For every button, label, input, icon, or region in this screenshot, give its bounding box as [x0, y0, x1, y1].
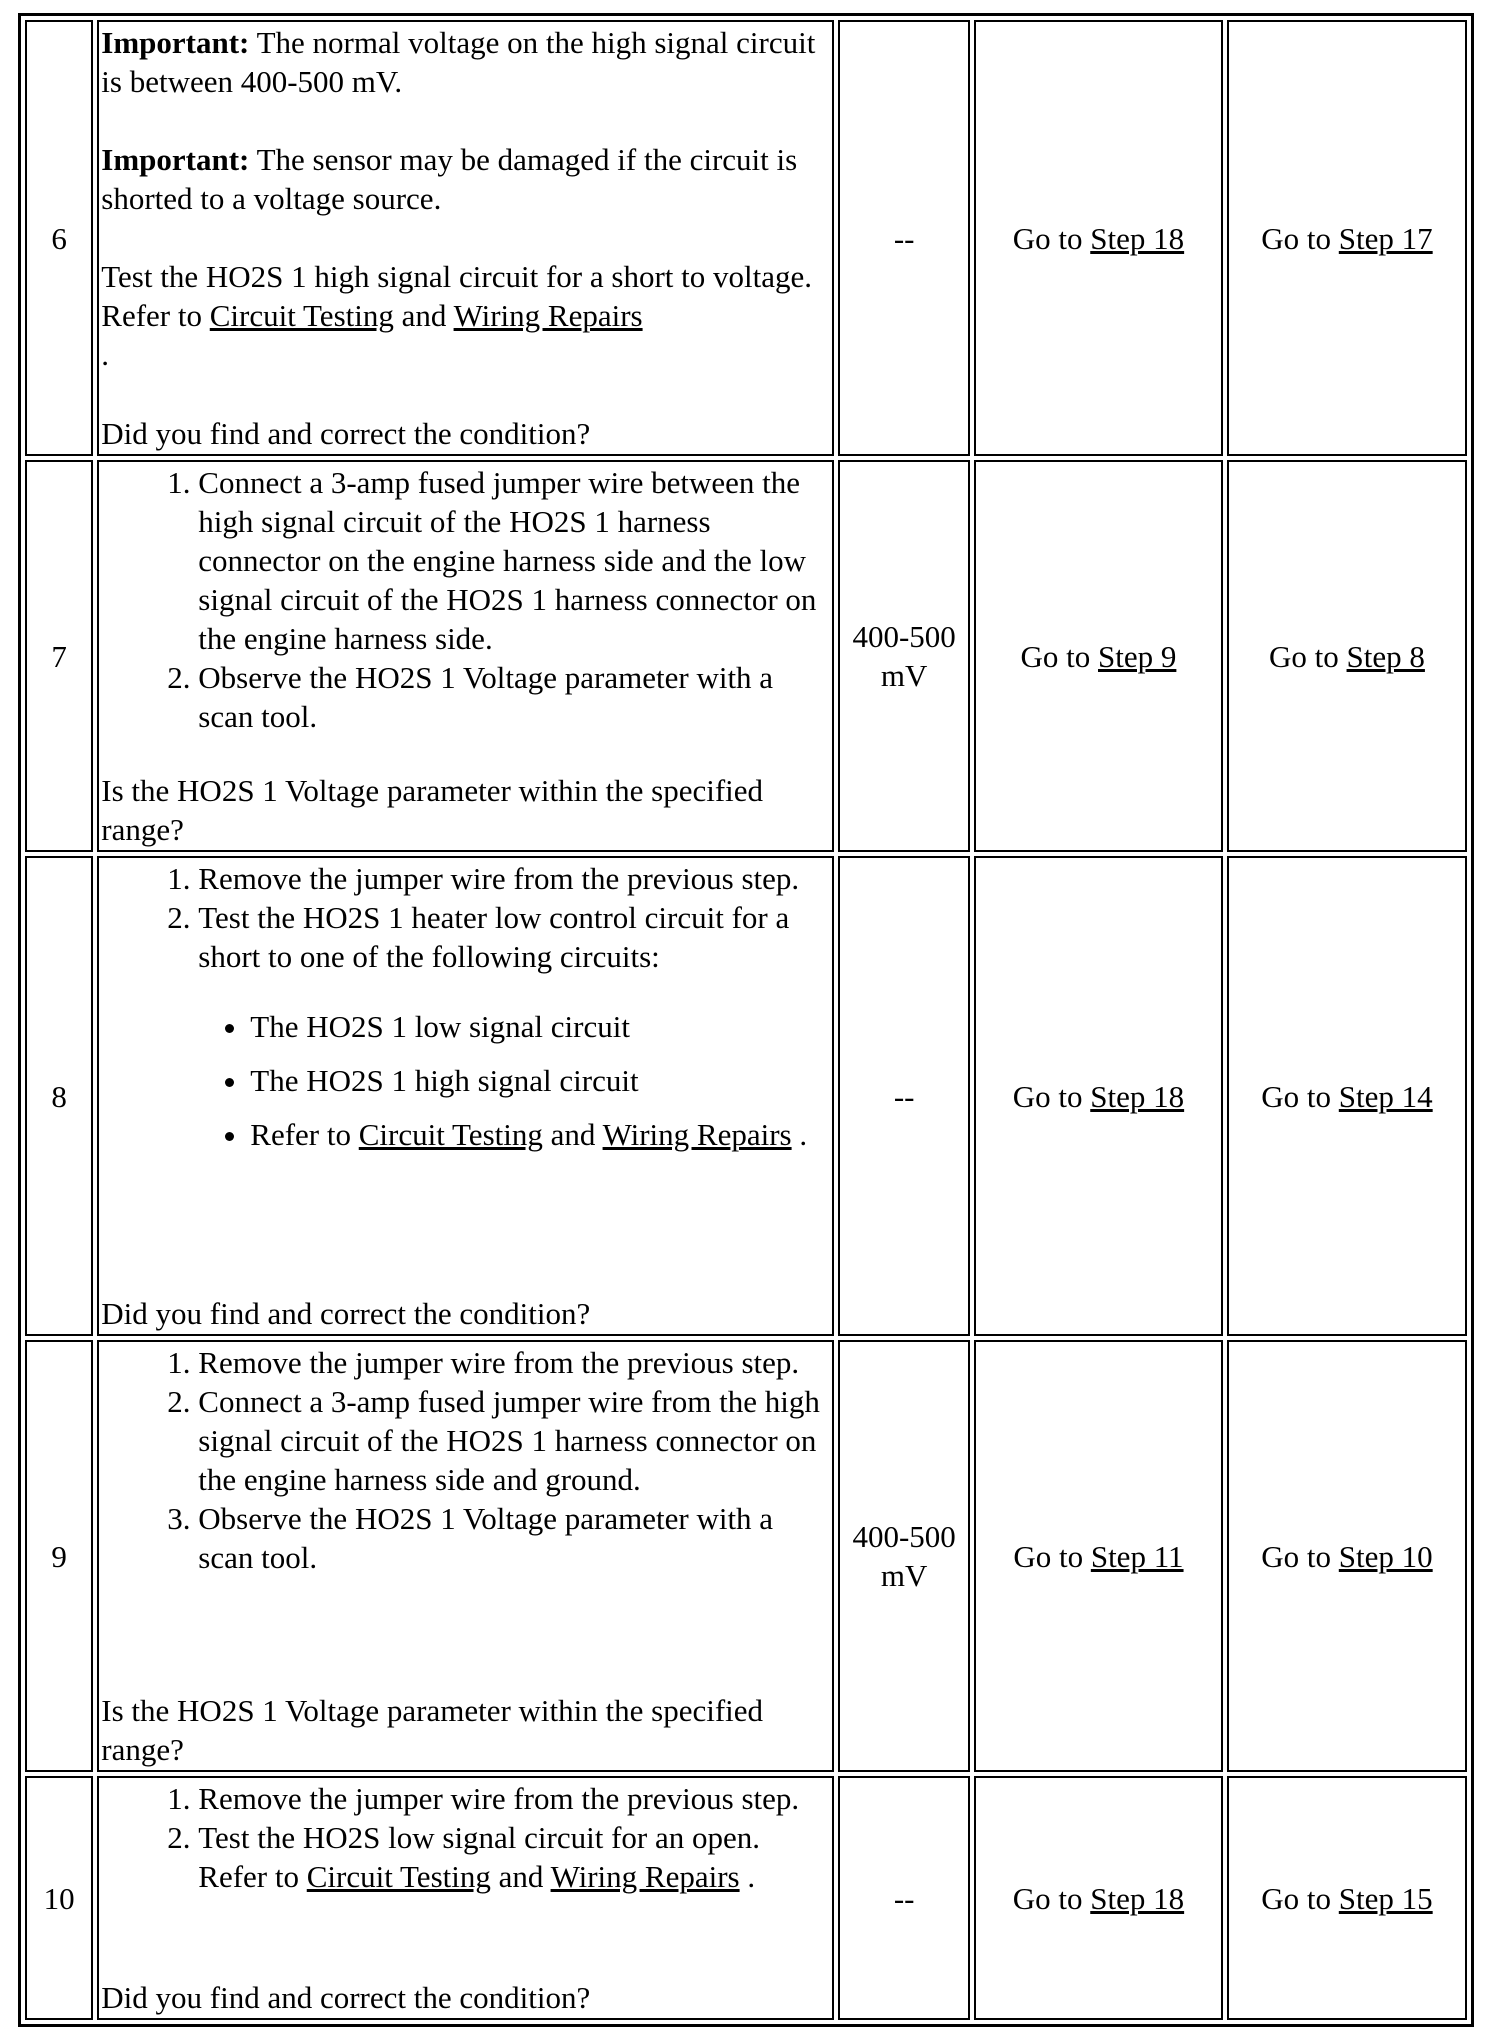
step-number: 10 — [25, 1776, 93, 2020]
yes-step-link[interactable]: Step 18 — [1090, 1880, 1185, 1916]
diagnostic-steps-table — [18, 13, 1474, 2027]
action-cell — [97, 856, 834, 1336]
action-list — [101, 463, 830, 736]
important-label: Important: — [101, 25, 250, 60]
circuit-testing-link[interactable]: Circuit Testing — [358, 1117, 543, 1152]
step-number: 8 — [25, 856, 93, 1336]
yes-cell — [974, 460, 1223, 852]
action-list — [101, 1779, 830, 1896]
list-item — [198, 898, 830, 1154]
question-text: Did you find and correct the condition? — [101, 416, 591, 451]
list-item: 2. Connect a 3-amp fused jumper wire from the high signal circuit of the HO2S 1 harness connector on the engine harness side and ground. — [198, 1382, 830, 1499]
period: . — [799, 1117, 808, 1152]
step-number: 6 — [25, 20, 93, 456]
no-step-link[interactable]: Step 14 — [1338, 1078, 1433, 1114]
go-to-label: Go to — [1012, 220, 1083, 256]
no-step-link[interactable]: Step 17 — [1338, 220, 1433, 256]
list-item: 1. Remove the jumper wire from the previous step. — [198, 1779, 830, 1818]
wiring-repairs-link[interactable]: Wiring Repairs — [602, 1117, 792, 1152]
step-row-9 — [25, 1340, 1467, 1772]
step-row-10 — [25, 1776, 1467, 2020]
question-text: Is the HO2S 1 Voltage parameter within the specified range? — [101, 1693, 764, 1767]
yes-cell — [974, 20, 1223, 456]
instruction-text — [101, 257, 830, 374]
period: . — [747, 1859, 756, 1894]
bullet-list — [198, 1007, 830, 1154]
step-row-6 — [25, 20, 1467, 456]
action-cell — [97, 460, 834, 852]
bullet-text: Refer to — [250, 1117, 351, 1152]
important-text: The sensor may be damaged if the circuit is shorted to a voltage source. — [101, 142, 798, 216]
go-to-label: Go to — [1012, 1880, 1083, 1916]
go-to-label: Go to — [1012, 1078, 1083, 1114]
instruction-body: Test the HO2S 1 high signal circuit for a short to voltage. Refer to — [101, 259, 812, 333]
circuit-testing-link[interactable]: Circuit Testing — [306, 1859, 491, 1894]
list-item: 1. Remove the jumper wire from the previous step. — [198, 859, 830, 898]
go-to-label: Go to — [1269, 638, 1339, 674]
period: . — [101, 337, 110, 372]
bullet-item — [250, 1115, 830, 1154]
action-list — [101, 859, 830, 1169]
go-to-label: Go to — [1020, 638, 1091, 674]
question-text: Is the HO2S 1 Voltage parameter within the specified range? — [101, 773, 764, 847]
no-step-link[interactable]: Step 15 — [1338, 1880, 1433, 1916]
go-to-label: Go to — [1261, 1880, 1332, 1916]
yes-cell — [974, 1340, 1223, 1772]
no-step-link[interactable]: Step 10 — [1338, 1538, 1433, 1574]
no-cell — [1227, 856, 1467, 1336]
no-cell — [1227, 460, 1467, 852]
conjunction: and — [498, 1859, 544, 1894]
conjunction: and — [401, 298, 447, 333]
action-cell — [97, 20, 834, 456]
step-number: 7 — [25, 460, 93, 852]
no-step-link[interactable]: Step 8 — [1346, 638, 1425, 674]
value-cell: -- — [838, 856, 970, 1336]
go-to-label: Go to — [1261, 1078, 1332, 1114]
wiring-repairs-link[interactable]: Wiring Repairs — [453, 298, 643, 333]
bullet-item: • The HO2S 1 high signal circuit — [250, 1061, 830, 1100]
list-item: 3. Observe the HO2S 1 Voltage parameter with a scan tool. — [198, 1499, 830, 1577]
list-item-text: Test the HO2S low signal circuit for an open. Refer to — [198, 1820, 761, 1894]
list-item: 2. Observe the HO2S 1 Voltage parameter with a scan tool. — [198, 658, 830, 736]
list-item: 1. Remove the jumper wire from the previous step. — [198, 1343, 830, 1382]
yes-step-link[interactable]: Step 18 — [1090, 1078, 1185, 1114]
step-number: 9 — [25, 1340, 93, 1772]
action-cell — [97, 1776, 834, 2020]
value-cell: 400-500 mV — [838, 1340, 970, 1772]
list-item-text: Test the HO2S 1 heater low control circuit for a short to one of the following circuits: — [198, 900, 790, 974]
go-to-label: Go to — [1261, 220, 1332, 256]
no-cell — [1227, 20, 1467, 456]
important-label: Important: — [101, 142, 250, 177]
list-item: 1. Connect a 3-amp fused jumper wire between the high signal circuit of the HO2S 1 harness connector on the engine harness side and the low signal circuit of the HO2S 1 harness connector on the engine harness side. — [198, 463, 830, 658]
circuit-testing-link[interactable]: Circuit Testing — [209, 298, 394, 333]
step-row-7 — [25, 460, 1467, 852]
value-cell: 400-500 mV — [838, 460, 970, 852]
go-to-label: Go to — [1013, 1538, 1084, 1574]
value-cell: -- — [838, 20, 970, 456]
action-cell — [97, 1340, 834, 1772]
no-cell — [1227, 1776, 1467, 2020]
value-cell: -- — [838, 1776, 970, 2020]
wiring-repairs-link[interactable]: Wiring Repairs — [550, 1859, 740, 1894]
question-text: Did you find and correct the condition? — [101, 1296, 591, 1331]
step-row-8 — [25, 856, 1467, 1336]
list-item — [198, 1818, 830, 1896]
bullet-item: • The HO2S 1 low signal circuit — [250, 1007, 830, 1046]
yes-cell — [974, 1776, 1223, 2020]
important-note — [101, 140, 830, 218]
important-text: The normal voltage on the high signal circuit is between 400-500 mV. — [101, 25, 816, 99]
go-to-label: Go to — [1261, 1538, 1332, 1574]
conjunction: and — [550, 1117, 596, 1152]
question-text: Did you find and correct the condition? — [101, 1980, 591, 2015]
yes-step-link[interactable]: Step 9 — [1098, 638, 1177, 674]
yes-step-link[interactable]: Step 11 — [1090, 1538, 1184, 1574]
yes-cell — [974, 856, 1223, 1336]
yes-step-link[interactable]: Step 18 — [1090, 220, 1185, 256]
no-cell — [1227, 1340, 1467, 1772]
important-note — [101, 23, 830, 101]
action-list — [101, 1343, 830, 1577]
